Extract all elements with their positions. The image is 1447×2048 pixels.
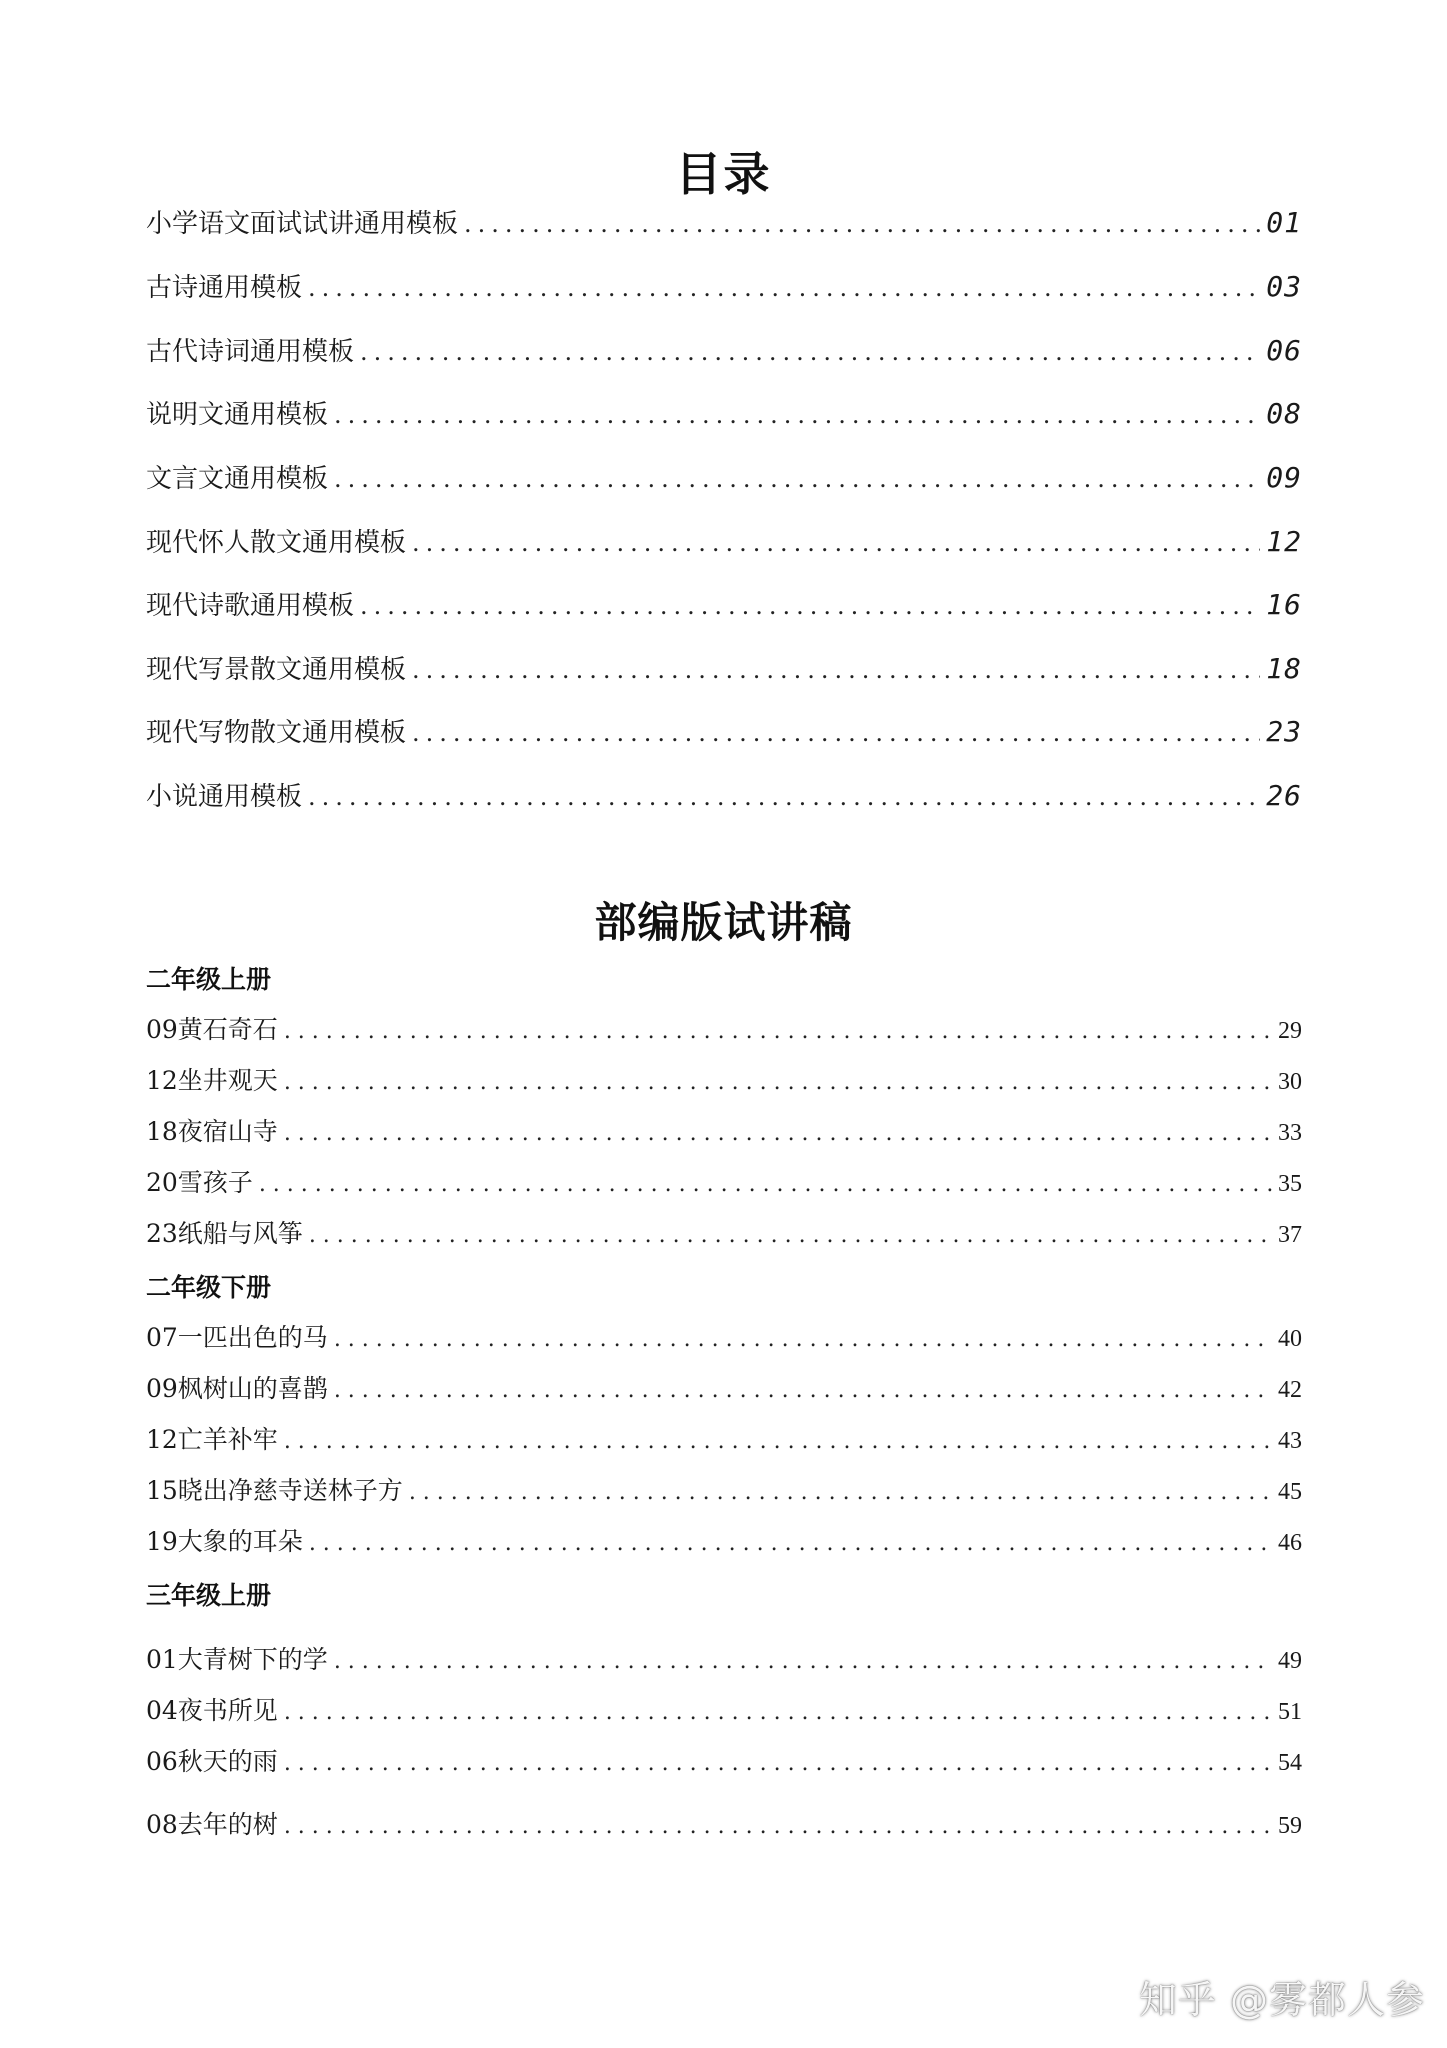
section-title: 部编版试讲稿	[594, 898, 853, 947]
lesson-entry[interactable]	[146, 1742, 1302, 1782]
toc-entry-label: 现代写景散文通用模板	[146, 655, 407, 685]
dot-leader	[284, 1814, 1272, 1839]
dot-leader	[334, 1649, 1272, 1674]
toc-entry-page: 06	[1266, 334, 1302, 367]
lesson-entry[interactable]	[146, 1471, 1302, 1511]
dot-leader	[308, 274, 1260, 302]
toc-entry-page: 09	[1266, 461, 1302, 494]
dot-leader	[309, 1223, 1272, 1248]
dot-leader	[284, 1751, 1272, 1776]
toc-entry-page: 26	[1266, 779, 1302, 812]
toc-entry-label: 小说通用模板	[146, 782, 303, 812]
dot-leader	[334, 465, 1260, 493]
toc-entry[interactable]	[146, 458, 1302, 498]
toc-entry-page: 23	[1266, 715, 1302, 748]
toc-entry[interactable]	[146, 649, 1302, 689]
toc-entry-page: 01	[1266, 206, 1302, 239]
toc-entry[interactable]	[146, 522, 1302, 562]
lesson-entry-label: 20雪孩子	[146, 1168, 253, 1197]
toc-entry-label: 古诗通用模板	[146, 273, 303, 303]
grade-heading: 二年级下册	[146, 1273, 272, 1302]
lesson-entry[interactable]	[146, 1420, 1302, 1460]
toc-entry-page: 12	[1266, 525, 1302, 558]
lesson-entry[interactable]	[146, 1112, 1302, 1152]
toc-entry-label: 现代诗歌通用模板	[146, 591, 355, 621]
toc-entry[interactable]	[146, 585, 1302, 625]
toc-entry-label: 现代写物散文通用模板	[146, 718, 407, 748]
lesson-entry[interactable]	[146, 1691, 1302, 1731]
lesson-entry-label: 09枫树山的喜鹊	[146, 1374, 328, 1403]
grade-heading: 二年级上册	[146, 965, 272, 994]
dot-leader	[409, 1480, 1272, 1505]
lesson-entry[interactable]	[146, 1640, 1302, 1680]
lesson-entry-page: 37	[1278, 1222, 1302, 1248]
dot-leader	[259, 1172, 1272, 1197]
toc-entry-label: 现代怀人散文通用模板	[146, 528, 407, 558]
lesson-entry-page: 30	[1278, 1069, 1302, 1095]
watermark: 知乎 @雾都人参	[1138, 1978, 1425, 2022]
dot-leader	[360, 338, 1260, 366]
lesson-entry[interactable]	[146, 1061, 1302, 1101]
lesson-entry[interactable]	[146, 1214, 1302, 1254]
toc-entry-label: 古代诗词通用模板	[146, 337, 355, 367]
lesson-entry[interactable]	[146, 1522, 1302, 1562]
lesson-entry-page: 51	[1278, 1699, 1302, 1725]
lesson-entry-page: 33	[1278, 1120, 1302, 1146]
lesson-entry-label: 18夜宿山寺	[146, 1117, 278, 1146]
toc-entry-label: 说明文通用模板	[146, 400, 329, 430]
lesson-entry-label: 07一匹出色的马	[146, 1323, 328, 1352]
lesson-entry-label: 19大象的耳朵	[146, 1527, 303, 1556]
dot-leader	[284, 1070, 1272, 1095]
dot-leader	[464, 210, 1260, 238]
lesson-entry-label: 12坐井观天	[146, 1066, 278, 1095]
lesson-entry[interactable]	[146, 1805, 1302, 1845]
grade-heading: 三年级上册	[146, 1581, 272, 1610]
dot-leader	[308, 783, 1260, 811]
lesson-entry-label: 15晓出净慈寺送林子方	[146, 1476, 403, 1505]
lesson-entry-page: 40	[1278, 1326, 1302, 1352]
lesson-entry-label: 01大青树下的学	[146, 1645, 328, 1674]
lesson-entry-label: 06秋天的雨	[146, 1747, 278, 1776]
toc-entry-label: 文言文通用模板	[146, 464, 329, 494]
lesson-entry-page: 29	[1278, 1018, 1302, 1044]
toc-entry[interactable]	[146, 712, 1302, 752]
dot-leader	[284, 1019, 1272, 1044]
dot-leader	[412, 529, 1260, 557]
lesson-entry[interactable]	[146, 1010, 1302, 1050]
toc-entry[interactable]	[146, 331, 1302, 371]
lesson-entry-page: 43	[1278, 1428, 1302, 1454]
lesson-entry-label: 04夜书所见	[146, 1696, 278, 1725]
dot-leader	[412, 719, 1260, 747]
toc-entry-label: 小学语文面试试讲通用模板	[146, 209, 459, 239]
lesson-entry-label: 23纸船与风筝	[146, 1219, 303, 1248]
toc-entry-page: 18	[1266, 652, 1302, 685]
dot-leader	[309, 1531, 1272, 1556]
toc-title: 目录	[675, 147, 772, 201]
toc-entry[interactable]	[146, 394, 1302, 434]
toc-entry-page: 08	[1266, 397, 1302, 430]
lesson-entry-label: 08去年的树	[146, 1810, 278, 1839]
toc-entry[interactable]	[146, 203, 1302, 243]
dot-leader	[360, 592, 1260, 620]
toc-entry-page: 16	[1266, 588, 1302, 621]
dot-leader	[412, 656, 1260, 684]
lesson-entry-page: 49	[1278, 1648, 1302, 1674]
lesson-entry-page: 45	[1278, 1479, 1302, 1505]
lesson-entry-page: 59	[1278, 1813, 1302, 1839]
lesson-entry-page: 54	[1278, 1750, 1302, 1776]
lesson-entry-page: 46	[1278, 1530, 1302, 1556]
toc-entry[interactable]	[146, 267, 1302, 307]
dot-leader	[284, 1700, 1272, 1725]
lesson-entry-page: 42	[1278, 1377, 1302, 1403]
lesson-entry[interactable]	[146, 1318, 1302, 1358]
lesson-entry-label: 09黄石奇石	[146, 1015, 278, 1044]
dot-leader	[334, 1378, 1272, 1403]
lesson-entry[interactable]	[146, 1369, 1302, 1409]
toc-entry-page: 03	[1266, 270, 1302, 303]
lesson-entry[interactable]	[146, 1163, 1302, 1203]
dot-leader	[334, 1327, 1272, 1352]
dot-leader	[284, 1121, 1272, 1146]
dot-leader	[334, 401, 1260, 429]
lesson-entry-label: 12亡羊补牢	[146, 1425, 278, 1454]
lesson-entry-page: 35	[1278, 1171, 1302, 1197]
toc-entry[interactable]	[146, 776, 1302, 816]
dot-leader	[284, 1429, 1272, 1454]
